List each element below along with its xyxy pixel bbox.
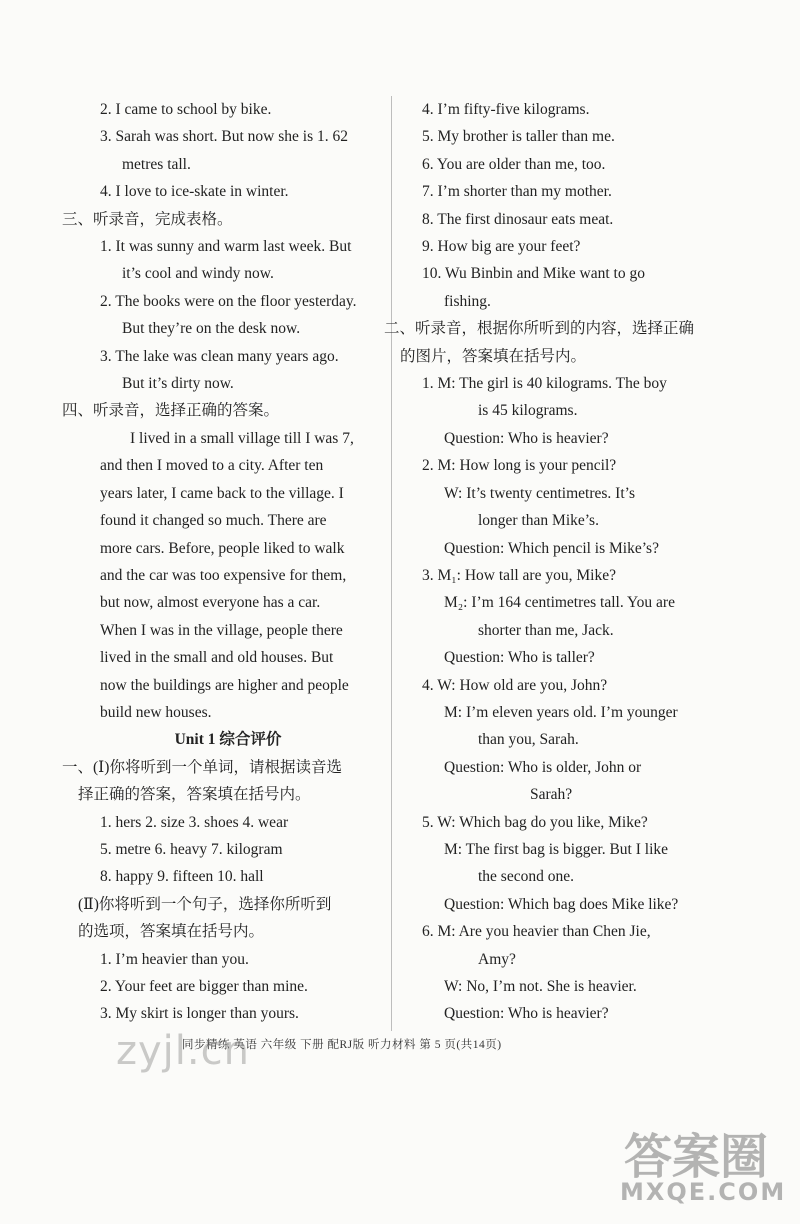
dialogue-line: is 45 kilograms. xyxy=(478,402,578,420)
unit-title: Unit 1 综合评价 xyxy=(174,731,282,749)
passage-line: years later, I came back to the village. I xyxy=(100,484,344,502)
text-line: it’s cool and windy now. xyxy=(122,265,274,283)
word-list-line: 1. hers 2. size 3. shoes 4. wear xyxy=(100,813,289,831)
text-line: 4. I’m fifty-five kilograms. xyxy=(422,101,590,118)
dialogue-line: 1. M: The girl is 40 kilograms. The boy xyxy=(422,375,667,393)
watermark-mxqe: MXQE.COM xyxy=(620,1178,787,1206)
section-heading: 三、听录音，完成表格。 xyxy=(62,210,233,228)
text-line: But they’re on the desk now. xyxy=(122,320,301,338)
dialogue-line: W: It’s twenty centimetres. It’s xyxy=(444,484,635,502)
text-line: 4. I love to ice-skate in winter. xyxy=(100,183,289,201)
text-line: 3. Sarah was short. But now she is 1. 62 xyxy=(100,128,348,146)
text-line: 2. The books were on the floor yesterday. xyxy=(100,292,357,310)
text-line: fishing. xyxy=(444,292,491,310)
text-line: 的图片，答案填在括号内。 xyxy=(400,347,587,365)
text-line: But it’s dirty now. xyxy=(122,375,234,393)
dialogue-line: M: The first bag is bigger. But I like xyxy=(444,840,669,858)
dialogue-line: Amy? xyxy=(478,950,516,968)
text-line: 2. Your feet are bigger than mine. xyxy=(100,978,308,995)
passage-line: and the car was too expensive for them, xyxy=(100,566,347,584)
text-line: 9. How big are your feet? xyxy=(422,238,581,256)
section-heading: 四、听录音，选择正确的答案。 xyxy=(62,402,280,420)
text-line: 3. The lake was clean many years ago. xyxy=(100,347,339,365)
dialogue-line: W: No, I’m not. She is heavier. xyxy=(444,978,637,995)
dialogue-line: M: I’m eleven years old. I’m younger xyxy=(444,703,678,721)
dialogue-line: longer than Mike’s. xyxy=(478,512,599,530)
dialogue-line: 5. W: Which bag do you like, Mike? xyxy=(422,813,648,831)
dialogue-line: M₂: I’m 164 centimetres tall. You are xyxy=(444,594,675,612)
text-line: 8. The first dinosaur eats meat. xyxy=(422,210,614,228)
page-footer: 同步精练 英语 六年级 下册 配RJ版 听力材料 第 5 页(共14页) xyxy=(182,1039,502,1051)
question-line: Question: Which bag does Mike like? xyxy=(444,895,679,913)
word-list-line: 5. metre 6. heavy 7. kilogram xyxy=(100,840,283,858)
passage-line: but now, almost everyone has a car. xyxy=(100,594,321,612)
question-line: Sarah? xyxy=(530,786,573,804)
question-line: Question: Which pencil is Mike’s? xyxy=(444,539,659,557)
text-line: 择正确的答案，答案填在括号内。 xyxy=(78,786,311,804)
passage-line: found it changed so much. There are xyxy=(100,512,327,530)
text-line: 6. You are older than me, too. xyxy=(422,155,606,173)
question-line: Question: Who is heavier? xyxy=(444,1005,609,1023)
text-line: 的选项，答案填在括号内。 xyxy=(78,923,265,941)
section-heading: 一、(Ⅰ)你将听到一个单词，请根据读音选 xyxy=(62,758,342,776)
dialogue-line: 3. M₁: How tall are you, Mike? xyxy=(422,566,616,584)
text-line: 5. My brother is taller than me. xyxy=(422,128,615,146)
passage-line: build new houses. xyxy=(100,703,212,721)
dialogue-line: 4. W: How old are you, John? xyxy=(422,676,608,694)
passage-line: now the buildings are higher and people xyxy=(100,676,349,694)
passage-line: lived in the small and old houses. But xyxy=(100,649,334,667)
text-line: 10. Wu Binbin and Mike want to go xyxy=(422,265,645,283)
passage-line: and then I moved to a city. After ten xyxy=(100,457,324,475)
dialogue-line: 2. M: How long is your pencil? xyxy=(422,457,617,475)
dialogue-line: 6. M: Are you heavier than Chen Jie, xyxy=(422,923,651,941)
passage-line: more cars. Before, people liked to walk xyxy=(100,539,345,557)
text-line: 2. I came to school by bike. xyxy=(100,101,272,118)
right-column xyxy=(384,96,705,1028)
passage-line: I lived in a small village till I was 7, xyxy=(130,429,354,447)
question-line: Question: Who is heavier? xyxy=(444,429,609,447)
text-line: 1. It was sunny and warm last week. But xyxy=(100,238,352,256)
text-line: 1. I’m heavier than you. xyxy=(100,950,249,968)
text-line: 7. I’m shorter than my mother. xyxy=(422,183,612,201)
column-divider xyxy=(391,96,392,1031)
question-line: Question: Who is older, John or xyxy=(444,758,642,776)
text-line: metres tall. xyxy=(122,155,191,173)
watermark-zyjl: zyjl.cn xyxy=(116,1028,250,1074)
left-column xyxy=(62,96,378,1028)
section-heading: (Ⅱ)你将听到一个句子，选择你所听到 xyxy=(78,895,332,913)
question-line: Question: Who is taller? xyxy=(444,649,595,667)
dialogue-line: shorter than me, Jack. xyxy=(478,621,614,639)
dialogue-line: than you, Sarah. xyxy=(478,731,579,749)
watermark-daan-logo: 答案圈 xyxy=(624,1129,769,1185)
passage-line: When I was in the village, people there xyxy=(100,621,343,639)
text-line: 3. My skirt is longer than yours. xyxy=(100,1005,299,1023)
section-heading: 二、听录音，根据你所听到的内容，选择正确 xyxy=(384,320,695,338)
word-list-line: 8. happy 9. fifteen 10. hall xyxy=(100,868,264,886)
dialogue-line: the second one. xyxy=(478,868,574,886)
